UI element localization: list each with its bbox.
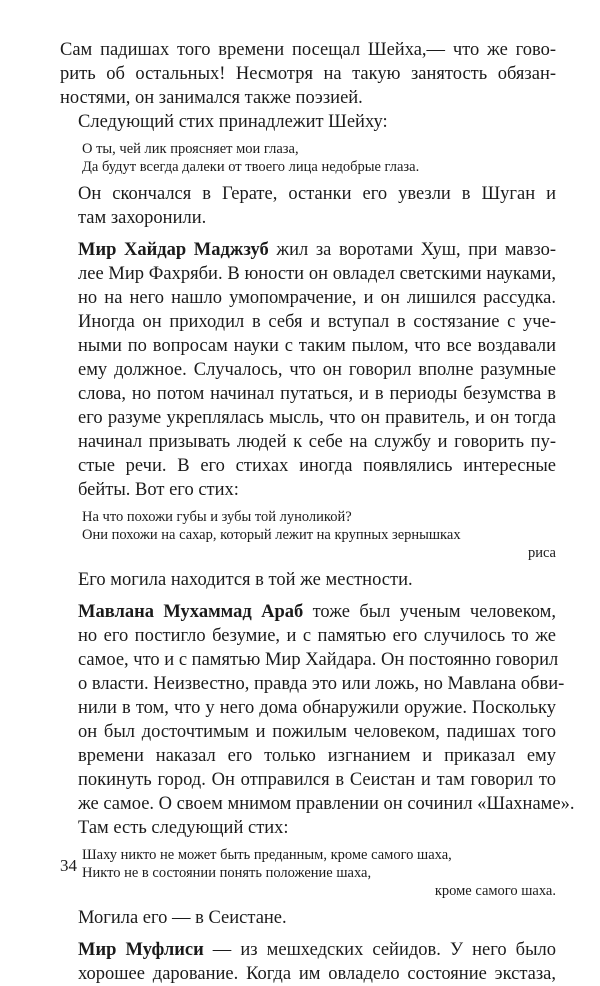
text-line: времени наказал его только изгнанием и приказал ему bbox=[78, 746, 556, 766]
text-line: ными по вопросам науки с таким пылом, что все воздавали bbox=[78, 336, 556, 356]
verse-line: кроме самого шаха. bbox=[434, 883, 556, 899]
text-line: Могила его — в Сеистане. bbox=[78, 908, 287, 928]
paragraph-3 bbox=[60, 182, 556, 230]
verse-line: Никто не в состоянии понять положение шаха, bbox=[82, 865, 372, 881]
text-line: покинуть город. Он отправился в Сеистан и там говорил то bbox=[78, 770, 556, 790]
paragraph-7 bbox=[60, 906, 556, 930]
paragraph-5 bbox=[60, 568, 556, 592]
text-span: тоже был ученым человеком, bbox=[303, 602, 556, 622]
text-line: самое, что и с памятью Мир Хайдара. Он постоянно говорил bbox=[78, 650, 559, 670]
text-line: его разуме укреплялась мысль, что он правитель, и он тогда bbox=[78, 408, 556, 428]
text-line: стые речи. В его стихах иногда появлялись интересные bbox=[78, 456, 556, 476]
text-line: Его могила находится в той же местности. bbox=[78, 570, 413, 590]
text-line bbox=[60, 600, 556, 624]
text-span: — из мешхедских сейидов. У него было bbox=[203, 940, 556, 960]
verse-line: На что похожи губы и зубы той луноликой? bbox=[82, 509, 352, 525]
text-line: лее Мир Фахряби. В юности он овладел светскими науками, bbox=[78, 264, 556, 284]
verse-2 bbox=[82, 508, 556, 562]
verse-line: О ты, чей лик проясняет мои глаза, bbox=[82, 141, 299, 157]
text-line bbox=[60, 938, 556, 962]
text-line: бейты. Вот его стих: bbox=[78, 480, 239, 500]
paragraph-4 bbox=[60, 238, 556, 502]
text-line: Он скончался в Герате, останки его увезли в Шуган и bbox=[78, 184, 556, 204]
text-line: ему должное. Случалось, что он говорил вполне разумные bbox=[78, 360, 556, 380]
text-line: о власти. Неизвестно, правда это или ложь, но Мавлана обви- bbox=[78, 674, 565, 694]
page-text bbox=[60, 38, 575, 986]
text-line bbox=[60, 238, 556, 262]
text-line: Иногда он приходил в себя и вступал в состязание с уче- bbox=[78, 312, 556, 332]
person-name: Мир Муфлиси bbox=[78, 940, 204, 960]
text-line: там захоронили. bbox=[78, 208, 207, 228]
paragraph-8 bbox=[60, 938, 556, 986]
text-line: он был досточтимым и пожилым человеком, падишах того bbox=[78, 722, 556, 742]
text-line: рить об остальных! Несмотря на такую занятость обязан- bbox=[60, 64, 556, 84]
text-span: жил за воротами Хуш, при мавзо- bbox=[268, 240, 556, 260]
text-line: слова, но потом начинал путаться, и в периоды безумства в bbox=[78, 384, 556, 404]
page-number: 34 bbox=[60, 856, 77, 875]
text-line: но на него нашло умопомрачение, и он лишился рассудка. bbox=[78, 288, 556, 308]
text-line: начинал призывать людей к себе на службу и говорить пу- bbox=[78, 432, 556, 452]
verse-line: Да будут всегда далеки от твоего лица недобрые глаза. bbox=[82, 159, 420, 175]
person-name: Мир Хайдар Маджзуб bbox=[78, 240, 269, 260]
verse-line: риса bbox=[527, 545, 556, 561]
paragraph-1 bbox=[60, 38, 556, 110]
person-name: Мавлана Мухаммад Араб bbox=[78, 602, 304, 622]
verse-3 bbox=[82, 846, 556, 900]
text-line: но его постигло безумие, и с памятью его случилось то же bbox=[78, 626, 556, 646]
paragraph-2 bbox=[60, 110, 556, 134]
text-line: хорошее дарование. Когда им овладело состояние экстаза, bbox=[78, 964, 556, 984]
text-line: Следующий стих принадлежит Шейху: bbox=[78, 112, 388, 132]
text-line: нили в том, что у него дома обнаружили оружие. Поскольку bbox=[78, 698, 556, 718]
paragraph-6 bbox=[60, 600, 575, 840]
verse-line: Они похожи на сахар, который лежит на крупных зернышках bbox=[82, 527, 461, 543]
text-line: ностями, он занимался также поэзией. bbox=[60, 88, 363, 108]
text-line: Там есть следующий стих: bbox=[78, 818, 289, 838]
verse-1 bbox=[82, 140, 556, 176]
text-line: Сам падишах того времени посещал Шейха,— что же гово- bbox=[60, 40, 556, 60]
verse-line: Шаху никто не может быть преданным, кроме самого шаха, bbox=[82, 847, 452, 863]
text-line: же самое. О своем мнимом правлении он сочинил «Шахнаме». bbox=[78, 794, 575, 814]
